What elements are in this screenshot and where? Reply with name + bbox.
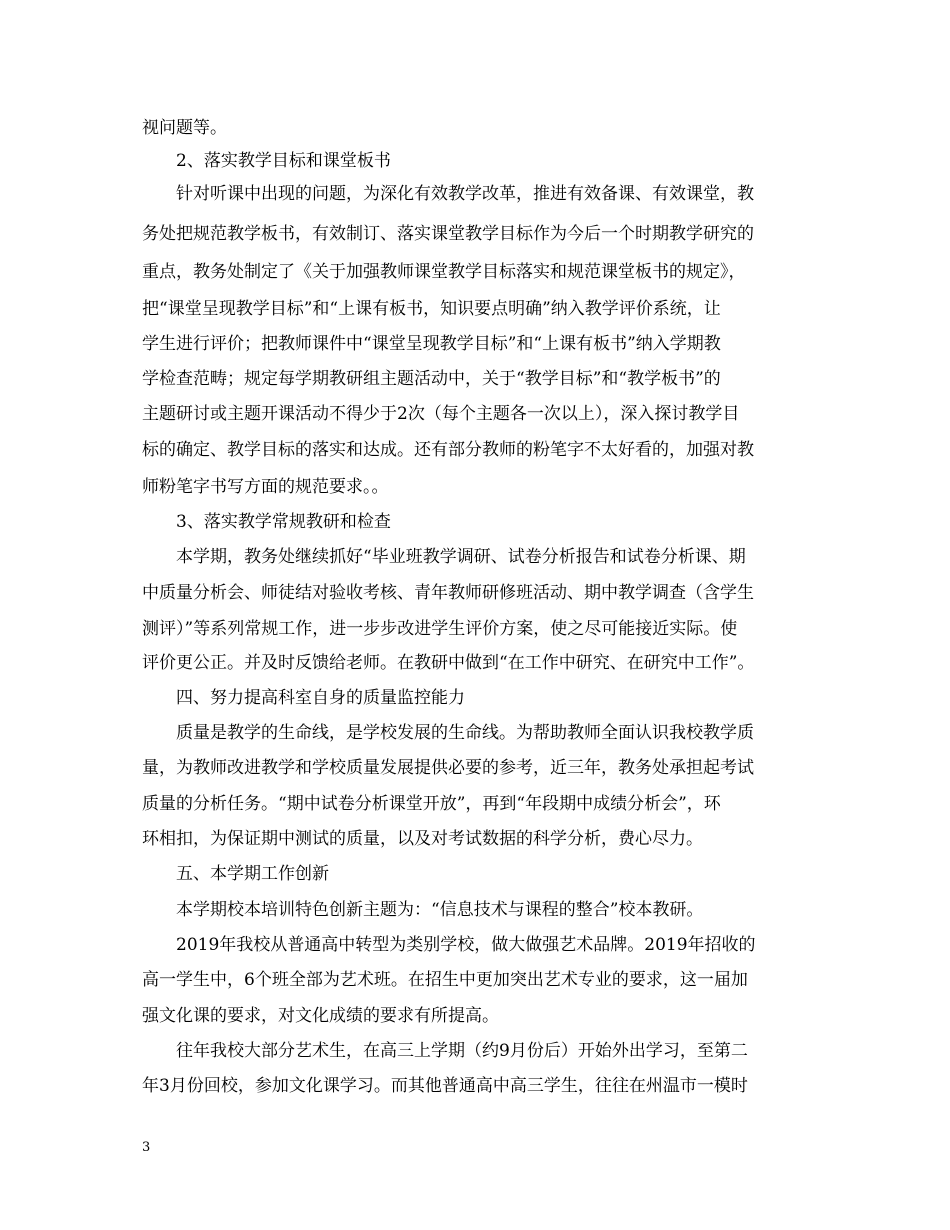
- section-heading: 3、落实教学常规教研和检查: [176, 512, 391, 532]
- text-line: 2019年我校从普通高中转型为类别学校，做大做强艺术品牌。2019年招收的: [176, 935, 756, 955]
- section-heading: 2、落实教学目标和课堂板书: [176, 151, 391, 171]
- text-line: 本学期校本培训特色创新主题为：“信息技术与课程的整合”校本教研。: [176, 900, 704, 920]
- text-line: 学生进行评价；把教师课件中“课堂呈现教学目标”和“上课有板书”纳入学期教: [142, 334, 721, 354]
- text-line: 针对听课中出现的问题，为深化有效教学改革，推进有效备课、有效课堂，教: [176, 184, 754, 204]
- text-line: 强文化课的要求，对文化成绩的要求有所提高。: [142, 1006, 499, 1026]
- text-line: 评价更公正。并及时反馈给老师。在教研中做到“在工作中研究、在研究中工作”。: [142, 653, 755, 673]
- text-line: 师粉笔字书写方面的规范要求。。: [142, 477, 389, 497]
- text-line: 本学期，教务处继续抓好“毕业班教学调研、试卷分析报告和试卷分析课、期: [176, 547, 746, 567]
- section-heading: 五、本学期工作创新: [176, 864, 329, 884]
- text-line: 主题研讨或主题开课活动不得少于2次（每个主题各一次以上），深入探讨教学目: [142, 404, 740, 424]
- text-line: 环相扣，为保证期中测试的质量，以及对考试数据的科学分析，费心尽力。: [142, 829, 703, 849]
- text-line: 标的确定、教学目标的落实和达成。还有部分教师的粉笔字不太好看的，加强对教: [142, 440, 754, 460]
- text-line: 年3月份回校，参加文化课学习。而其他普通高中高三学生，往往在州温市一模时: [142, 1076, 748, 1096]
- section-heading: 四、努力提高科室自身的质量监控能力: [176, 688, 465, 708]
- text-line: 往年我校大部分艺术生，在高三上学期（约9月份后）开始外出学习，至第二: [176, 1041, 748, 1061]
- text-line: 高一学生中，6个班全部为艺术班。在招生中更加突出艺术专业的要求，这一届加: [142, 970, 748, 990]
- text-line: 学检查范畴；规定每学期教研组主题活动中，关于“教学目标”和“教学板书”的: [142, 369, 721, 389]
- text-line: 重点，教务处制定了《关于加强教师课堂教学目标落实和规范课堂板书的规定》，: [142, 262, 746, 282]
- text-line: 量，为教师改进教学和学校质量发展提供必要的参考，近三年，教务处承担起考试: [142, 758, 754, 778]
- text-line: 中质量分析会、师徒结对验收考核、青年教师研修班活动、期中教学调查（含学生: [142, 583, 754, 603]
- text-line: 质量是教学的生命线，是学校发展的生命线。为帮助教师全面认识我校教学质: [176, 723, 754, 743]
- text-line: 质量的分析任务。“期中试卷分析课堂开放”，再到“年段期中成绩分析会”，环: [142, 794, 721, 814]
- text-line: 视问题等。: [142, 118, 227, 138]
- text-line: 测评）”等系列常规工作，进一步步改进学生评价方案，使之尽可能接近实际。使: [142, 619, 738, 639]
- page-number: 3: [142, 1140, 151, 1155]
- text-line: 把“课堂呈现教学目标”和“上课有板书，知识要点明确”纳入教学评价系统，让: [142, 299, 721, 319]
- text-line: 务处把规范教学板书，有效制订、落实课堂教学目标作为今后一个时期教学研究的: [142, 224, 754, 244]
